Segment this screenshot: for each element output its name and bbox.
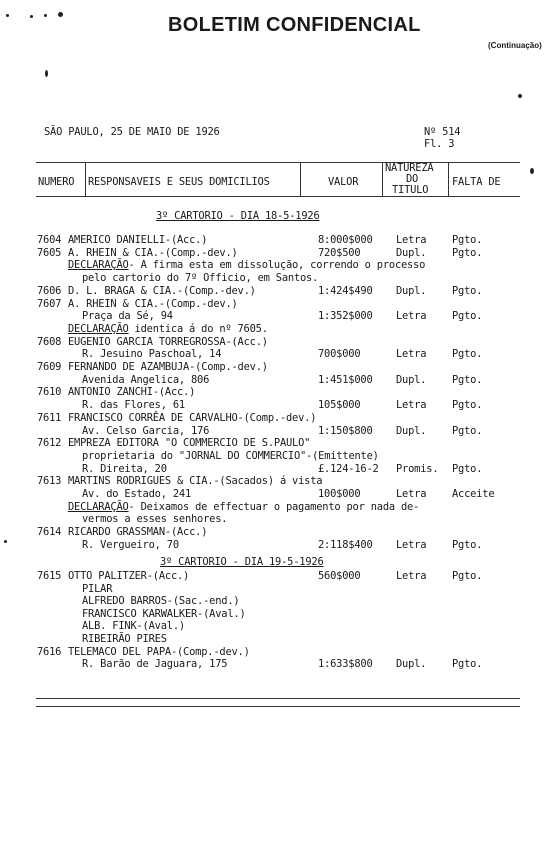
entry-falta: Pgto. (452, 348, 483, 361)
entry-natureza: Letra (396, 399, 427, 412)
entry-natureza: Dupl. (396, 424, 427, 437)
col-valor: VALOR (328, 176, 359, 188)
entry-text: - Deixamos de effectuar o pagamento por nada de- (128, 500, 420, 513)
entry-valor: 720$500 (318, 246, 361, 259)
entry-natureza: Letra (396, 310, 427, 323)
entry-text: Praça da Sé, 94 (82, 310, 173, 323)
entry-valor: 1:352$000 (318, 310, 373, 323)
entry-natureza: Letra (396, 570, 427, 582)
entry-falta: Pgto. (452, 234, 483, 246)
entry-text: RIBEIRÃO PIRES (82, 633, 167, 645)
scan-speck (6, 14, 9, 17)
entry-text: identica á do nº 7605. (128, 322, 268, 335)
col-responsaveis: RESPONSAVEIS E SEUS DOMICILIOS (88, 176, 270, 188)
entry-text: pelo cartorio do 7º Officio, em Santos. (82, 272, 319, 285)
entry-valor: 560$000 (318, 570, 361, 582)
entry-text: PILAR (82, 582, 113, 595)
entry-text: R. Vergueiro, 70 (82, 538, 179, 551)
entry-valor: 1:633$800 (318, 658, 373, 671)
col-divider (300, 162, 301, 196)
entry-text: R. Barão de Jaguara, 175 (82, 658, 228, 671)
entry-natureza: Dupl. (396, 284, 427, 297)
entry-valor: 100$000 (318, 488, 361, 500)
entry-text: - A firma esta em dissolução, correndo o processo (128, 259, 426, 272)
entry-natureza: Letra (396, 234, 427, 246)
entry-number: 7606 (37, 284, 62, 297)
entry-natureza: Dupl. (396, 658, 427, 671)
entry-number: 7605 (37, 246, 62, 259)
entry-text: ANTONIO ZANCHI-(Acc.) (68, 386, 196, 399)
entry-text: Av. Celso Garcia, 176 (82, 424, 210, 437)
entry-natureza: Letra (396, 488, 427, 500)
col-divider (448, 162, 449, 196)
entry-natureza: Dupl. (396, 246, 427, 259)
entry-text: FRANCISCO KARWALKER-(Aval.) (82, 607, 246, 620)
entry-number: 7610 (37, 386, 62, 399)
header-rule-bottom (36, 196, 520, 197)
col-divider (85, 162, 86, 196)
entry-text: proprietaria do "JORNAL DO COMMERCIO"-(Emittente) (82, 449, 379, 462)
col-falta: FALTA DE (452, 176, 501, 188)
col-natureza-do: DO (406, 173, 419, 185)
scan-speck (58, 12, 63, 17)
entry-natureza: Letra (396, 348, 427, 361)
entry-falta: Pgto. (452, 462, 483, 475)
entry-number: 7604 (37, 234, 62, 246)
col-natureza-titulo: TITULO (392, 184, 429, 196)
entry-text: R. das Flores, 61 (82, 399, 185, 412)
entry-falta: Pgto. (452, 399, 483, 412)
entry-natureza: Promis. (396, 462, 439, 475)
sheet-number: Fl. 3 (424, 138, 455, 150)
entry-number: 7607 (37, 297, 62, 310)
entry-falta: Pgto. (452, 570, 483, 582)
entry-valor: 700$000 (318, 348, 361, 361)
entry-text: A. RHEIN & CIA.-(Comp.-dev.) (68, 297, 238, 310)
entry-number: 7614 (37, 526, 62, 539)
entry-text: EMPREZA EDITORA "O COMMERCIO DE S.PAULO" (68, 437, 311, 450)
col-divider (382, 162, 383, 196)
entry-text: ALFREDO BARROS-(Sac.-end.) (82, 595, 240, 608)
entry-number: 7608 (37, 335, 62, 348)
scan-speck (4, 540, 7, 543)
entry-number: 7612 (37, 437, 62, 450)
entry-number: 7611 (37, 411, 62, 424)
page-title: BOLETIM CONFIDENCIAL (168, 14, 421, 36)
scan-speck (30, 15, 33, 18)
section-heading: 3º CARTORIO - DIA 19-5-1926 (160, 556, 324, 568)
entry-text: vermos a esses senhores. (82, 513, 228, 526)
bulletin-number: Nº 514 (424, 126, 461, 138)
entry-falta: Acceite (452, 488, 495, 500)
entry-text: A. RHEIN & CIA.-(Comp.-dev.) (68, 246, 238, 259)
entry-natureza: Dupl. (396, 373, 427, 386)
entry-text: TELEMACO DEL PAPA-(Comp.-dev.) (68, 645, 250, 658)
entry-falta: Pgto. (452, 373, 483, 386)
col-natureza: NATUREZA (385, 162, 434, 174)
entry-text: R. Direita, 20 (82, 462, 167, 475)
entry-valor: £.124-16-2 (318, 462, 379, 475)
entry-number: 7615 (37, 570, 62, 582)
entry-number: 7616 (37, 645, 62, 658)
entry-falta: Pgto. (452, 658, 483, 671)
entry-number: 7613 (37, 475, 62, 488)
entry-text: Av. do Estado, 241 (82, 488, 192, 500)
entry-text: FERNANDO DE AZAMBUJA-(Comp.-dev.) (68, 361, 268, 373)
closing-rule (36, 706, 520, 707)
entry-text: EUGENIO GARCIA TORREGROSSA-(Acc.) (68, 335, 268, 348)
entry-falta: Pgto. (452, 310, 483, 323)
scan-speck (518, 94, 522, 98)
entry-natureza: Letra (396, 538, 427, 551)
entry-text: RICARDO GRASSMAN-(Acc.) (68, 526, 208, 539)
declaration-label: DECLARAÇÃO (68, 259, 129, 272)
entry-text: FRANCISCO CORRÊA DE CARVALHO-(Comp.-dev.) (68, 411, 317, 424)
entry-text: OTTO PALITZER-(Acc.) (68, 570, 190, 582)
entry-valor: 1:150$800 (318, 424, 373, 437)
entry-valor: 1:424$490 (318, 284, 373, 297)
declaration-label: DECLARAÇÃO (68, 322, 129, 335)
declaration-label: DECLARAÇÃO (68, 500, 129, 513)
scan-speck (44, 14, 47, 17)
section-heading: 3º CARTORIO - DIA 18-5-1926 (156, 210, 320, 222)
entry-falta: Pgto. (452, 284, 483, 297)
entry-text: AMERICO DANIELLI-(Acc.) (68, 234, 208, 246)
location-date: SÃO PAULO, 25 DE MAIO DE 1926 (44, 126, 220, 138)
scan-speck (530, 168, 534, 174)
entry-falta: Pgto. (452, 538, 483, 551)
entry-text: D. L. BRAGA & CIA.-(Comp.-dev.) (68, 284, 256, 297)
entry-valor: 105$000 (318, 399, 361, 412)
continuation-note: (Continuação) (488, 41, 542, 50)
entry-text: ALB. FINK-(Aval.) (82, 620, 185, 633)
entry-number: 7609 (37, 361, 62, 373)
entry-falta: Pgto. (452, 246, 483, 259)
col-numero: NUMERO (38, 176, 75, 188)
entry-valor: 1:451$000 (318, 373, 373, 386)
closing-rule (36, 698, 520, 699)
entry-text: Avenida Angelica, 806 (82, 373, 210, 386)
entry-valor: 2:118$400 (318, 538, 373, 551)
entry-falta: Pgto. (452, 424, 483, 437)
entry-text: R. Jesuino Paschoal, 14 (82, 348, 222, 361)
entry-text: MARTINS RODRIGUES & CIA.-(Sacados) á vista (68, 475, 323, 488)
entry-valor: 8:000$000 (318, 234, 373, 246)
scan-speck (45, 70, 48, 77)
